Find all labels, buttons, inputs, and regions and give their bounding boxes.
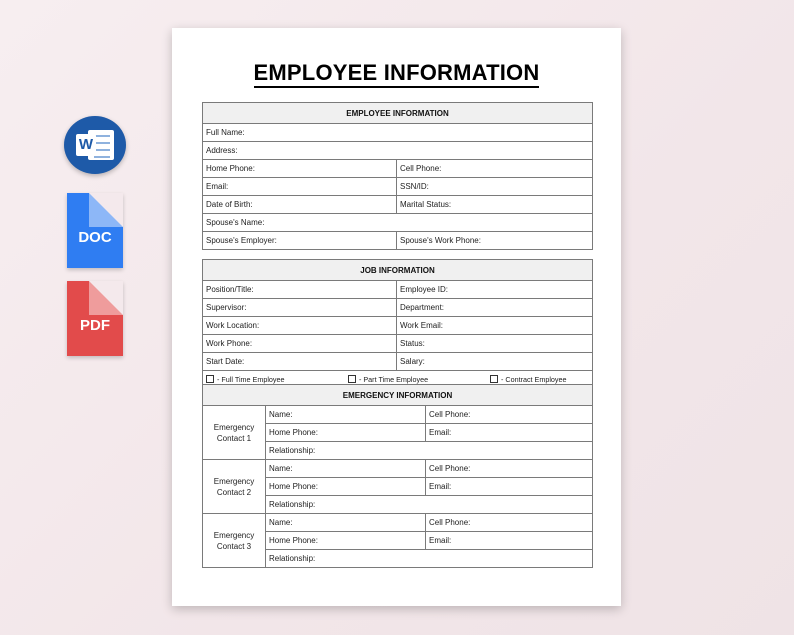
department-field[interactable]: Department: <box>397 299 593 317</box>
checkbox-icon[interactable] <box>348 375 356 383</box>
ec1-home-phone-field[interactable]: Home Phone: <box>266 424 426 442</box>
employee-information-table <box>202 102 593 250</box>
salary-field[interactable]: Salary: <box>397 353 593 371</box>
word-letter: W <box>76 134 96 156</box>
page-title: EMPLOYEE INFORMATION <box>172 60 621 86</box>
address-field[interactable]: Address: <box>203 142 593 160</box>
supervisor-field[interactable]: Supervisor: <box>203 299 397 317</box>
spouse-employer-field[interactable]: Spouse's Employer: <box>203 232 397 250</box>
marital-status-field[interactable]: Marital Status: <box>397 196 593 214</box>
part-time-option[interactable]: - Part Time Employee <box>348 375 490 384</box>
form-page <box>172 28 621 606</box>
emergency-contact-3-label: Emergency Contact 3 <box>203 514 266 568</box>
home-phone-field[interactable]: Home Phone: <box>203 160 397 178</box>
contract-option[interactable]: - Contract Employee <box>490 375 567 384</box>
ec2-cell-phone-field[interactable]: Cell Phone: <box>426 460 593 478</box>
doc-file-icon <box>67 193 123 268</box>
ec3-home-phone-field[interactable]: Home Phone: <box>266 532 426 550</box>
spouse-name-field[interactable]: Spouse's Name: <box>203 214 593 232</box>
cell-phone-field[interactable]: Cell Phone: <box>397 160 593 178</box>
ec3-cell-phone-field[interactable]: Cell Phone: <box>426 514 593 532</box>
section-heading: EMPLOYEE INFORMATION <box>203 103 593 124</box>
ec1-name-field[interactable]: Name: <box>266 406 426 424</box>
ec1-email-field[interactable]: Email: <box>426 424 593 442</box>
spouse-work-phone-field[interactable]: Spouse's Work Phone: <box>397 232 593 250</box>
ec2-relationship-field[interactable]: Relationship: <box>266 496 593 514</box>
section-heading: JOB INFORMATION <box>203 260 593 281</box>
email-field[interactable]: Email: <box>203 178 397 196</box>
employee-id-field[interactable]: Employee ID: <box>397 281 593 299</box>
doc-label: DOC <box>78 229 112 246</box>
start-date-field[interactable]: Start Date: <box>203 353 397 371</box>
emergency-information-table <box>202 384 593 568</box>
dob-field[interactable]: Date of Birth: <box>203 196 397 214</box>
checkbox-icon[interactable] <box>490 375 498 383</box>
section-heading: EMERGENCY INFORMATION <box>203 385 593 406</box>
word-icon <box>64 116 126 174</box>
ec2-email-field[interactable]: Email: <box>426 478 593 496</box>
ec2-name-field[interactable]: Name: <box>266 460 426 478</box>
pdf-file-icon <box>67 281 123 356</box>
ec3-email-field[interactable]: Email: <box>426 532 593 550</box>
ec2-home-phone-field[interactable]: Home Phone: <box>266 478 426 496</box>
work-email-field[interactable]: Work Email: <box>397 317 593 335</box>
status-field[interactable]: Status: <box>397 335 593 353</box>
position-field[interactable]: Position/Title: <box>203 281 397 299</box>
ec3-name-field[interactable]: Name: <box>266 514 426 532</box>
full-name-field[interactable]: Full Name: <box>203 124 593 142</box>
work-phone-field[interactable]: Work Phone: <box>203 335 397 353</box>
work-location-field[interactable]: Work Location: <box>203 317 397 335</box>
emergency-contact-2-label: Emergency Contact 2 <box>203 460 266 514</box>
full-time-option[interactable]: - Full Time Employee <box>206 375 348 384</box>
emergency-contact-1-label: Emergency Contact 1 <box>203 406 266 460</box>
ssn-field[interactable]: SSN/ID: <box>397 178 593 196</box>
pdf-label: PDF <box>80 317 110 334</box>
ec1-cell-phone-field[interactable]: Cell Phone: <box>426 406 593 424</box>
ec3-relationship-field[interactable]: Relationship: <box>266 550 593 568</box>
checkbox-icon[interactable] <box>206 375 214 383</box>
job-information-table <box>202 259 593 389</box>
ec1-relationship-field[interactable]: Relationship: <box>266 442 593 460</box>
